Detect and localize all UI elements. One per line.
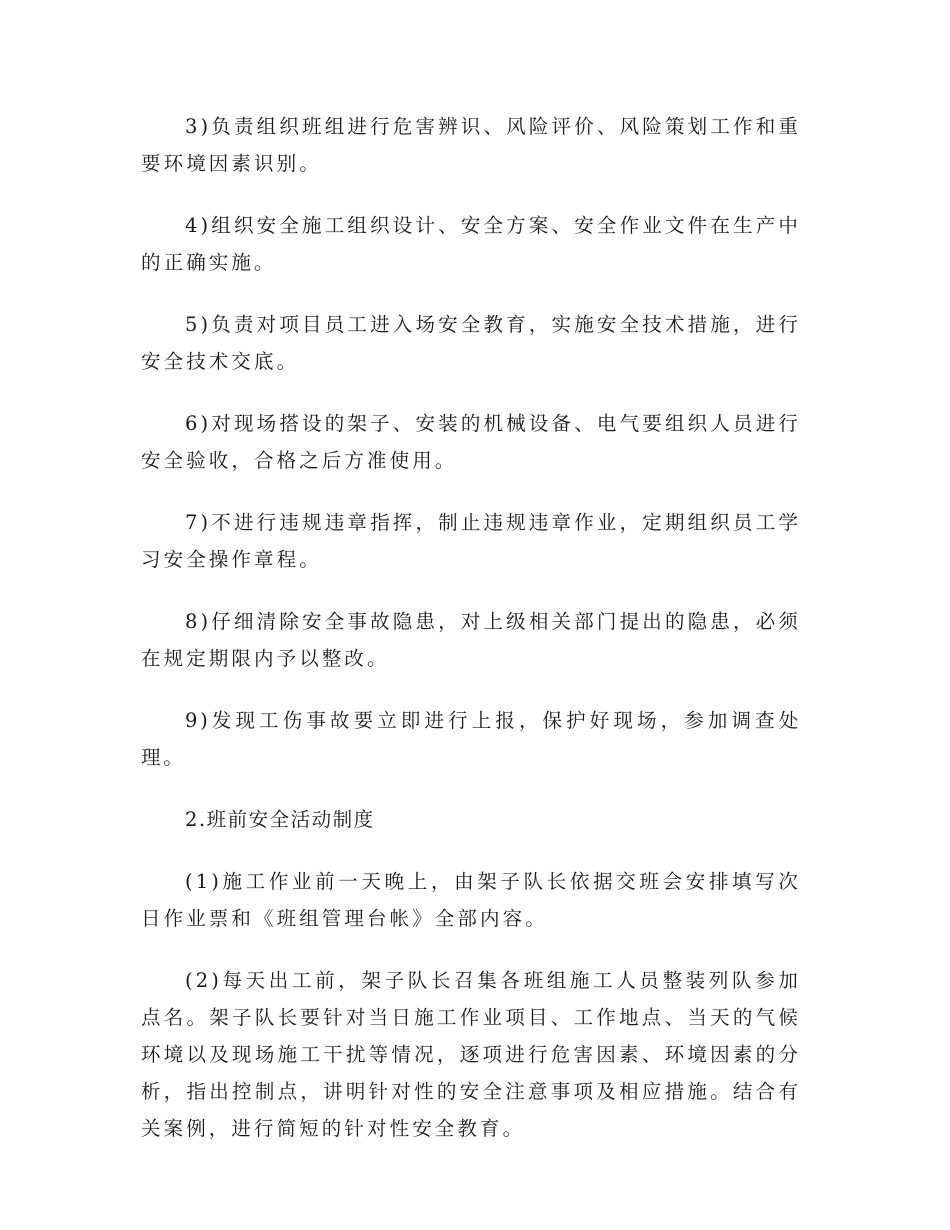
paragraph-item-9: 9)发现工伤事故要立即进行上报，保护好现场，参加调查处理。 bbox=[141, 709, 801, 769]
paragraph-rule-2: (2)每天出工前，架子队长召集各班组施工人员整装列队参加点名。架子队长要针对当日施工作业项目、工作地点、当天的气候环境以及现场施工干扰等情况，逐项进行危害因素、环境因素的分析，指出控制点，讲明针对性的安全注意事项及相应措施。结合有关案例，进行简短的针对性安全教育。 bbox=[141, 969, 801, 1140]
section-heading: 2.班前安全活动制度 bbox=[185, 808, 375, 831]
paragraph-item-5: 5)负责对项目员工进入场安全教育，实施安全技术措施，进行安全技术交底。 bbox=[141, 313, 801, 373]
paragraph-item-6: 6)对现场搭设的架子、安装的机械设备、电气要组织人员进行安全验收，合格之后方准使用。 bbox=[141, 412, 801, 472]
paragraph-item-8: 8)仔细清除安全事故隐患，对上级相关部门提出的隐患，必须在规定期限内予以整改。 bbox=[141, 610, 801, 670]
document-body bbox=[141, 108, 801, 1172]
paragraph-item-4: 4)组织安全施工组织设计、安全方案、安全作业文件在生产中的正确实施。 bbox=[141, 214, 801, 274]
paragraph-item-7: 7)不进行违规违章指挥，制止违规违章作业，定期组织员工学习安全操作章程。 bbox=[141, 511, 801, 571]
paragraph-item-3: 3)负责组织班组进行危害辨识、风险评价、风险策划工作和重要环境因素识别。 bbox=[141, 115, 801, 175]
paragraph-rule-1: (1)施工作业前一天晚上，由架子队长依据交班会安排填写次日作业票和《班组管理台帐》全部内容。 bbox=[141, 870, 801, 930]
